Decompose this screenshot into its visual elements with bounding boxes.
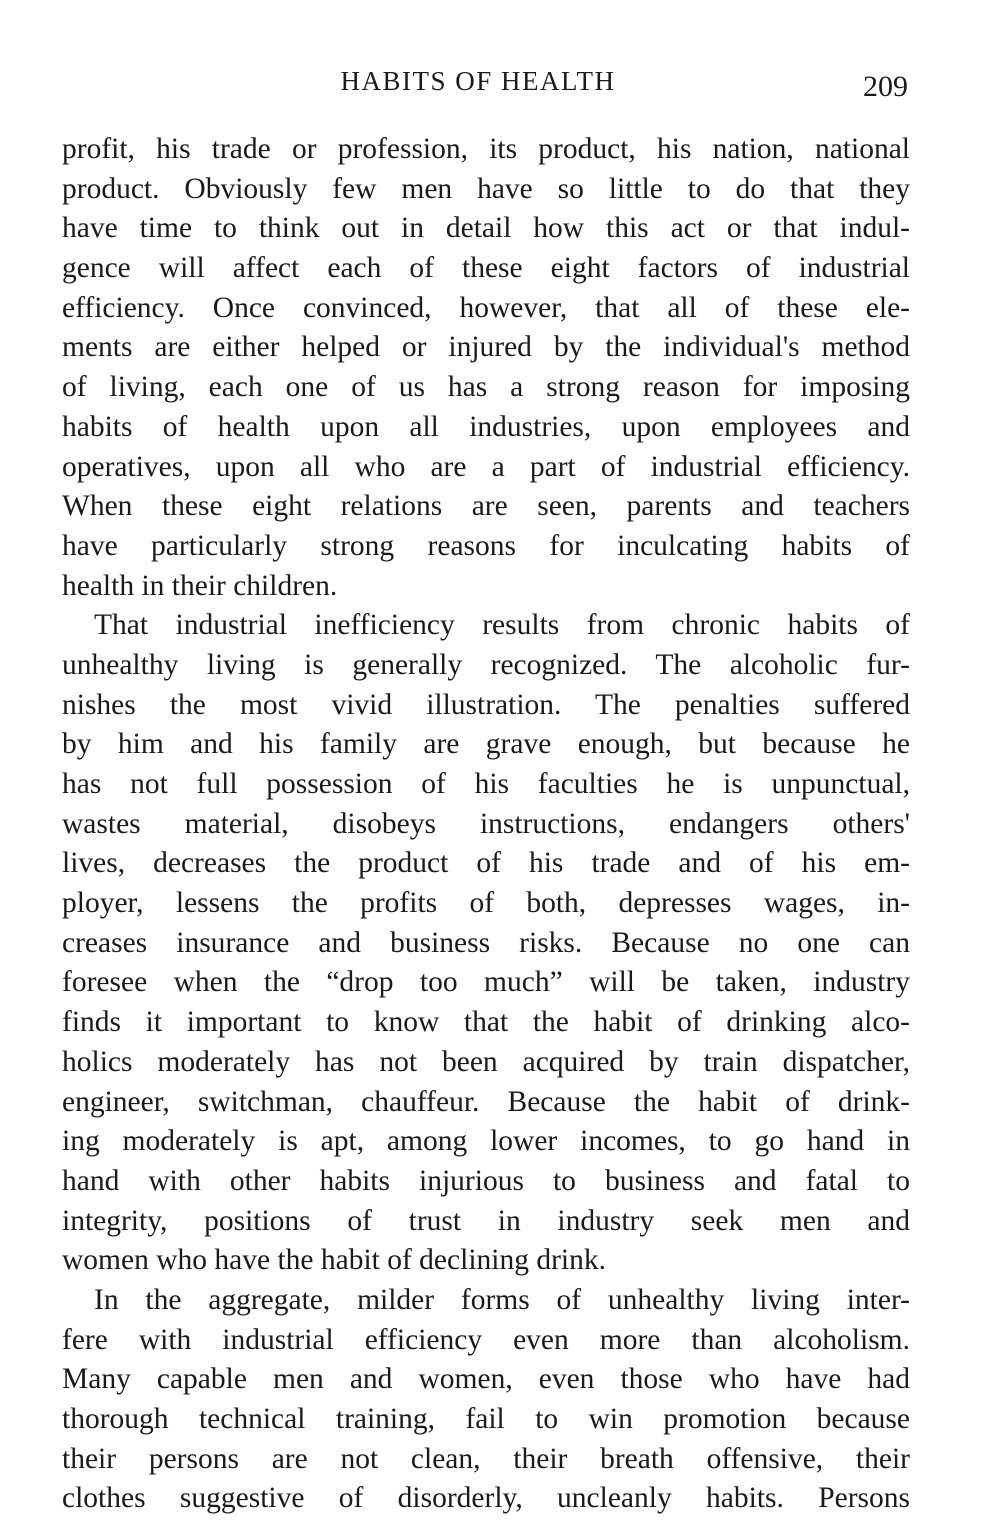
- text-line: habits of health upon all industries, upon employees and: [62, 410, 910, 443]
- text-line: gence will affect each of these eight factors of industrial: [62, 252, 910, 285]
- text-line: Many capable men and women, even those who have had: [62, 1363, 910, 1396]
- text-line: fere with industrial efficiency even more than alcoholism.: [62, 1323, 910, 1356]
- text-line: lives, decreases the product of his trade and of his em-: [62, 847, 910, 880]
- text-line: have time to think out in detail how this act or that indul-: [62, 212, 910, 245]
- running-head: [0, 64, 1000, 104]
- text-line: ployer, lessens the profits of both, depresses wages, in-: [62, 887, 910, 920]
- text-line: ing moderately is apt, among lower incomes, to go hand in: [62, 1125, 910, 1158]
- body-text: [62, 130, 910, 1519]
- text-line: hand with other habits injurious to business and fatal to: [62, 1164, 910, 1197]
- text-line: women who have the habit of declining drink.: [62, 1244, 606, 1277]
- text-line: have particularly strong reasons for inculcating habits of: [62, 529, 910, 562]
- text-line: When these eight relations are seen, parents and teachers: [62, 490, 910, 523]
- text-line: integrity, positions of trust in industry seek men and: [62, 1204, 910, 1237]
- page-number: 209: [863, 70, 908, 103]
- text-line: profit, his trade or profession, its product, his nation, national: [62, 133, 910, 165]
- text-line: finds it important to know that the habit of drinking alco-: [62, 1006, 910, 1039]
- text-line: clothes suggestive of disorderly, uncleanly habits. Persons: [62, 1482, 910, 1515]
- text-line: That industrial inefficiency results from chronic habits of: [94, 609, 910, 642]
- text-line: ments are either helped or injured by the individual's method: [62, 331, 910, 364]
- text-line: their persons are not clean, their breath offensive, their: [62, 1442, 910, 1475]
- text-line: thorough technical training, fail to win promotion because: [62, 1403, 910, 1435]
- text-line: In the aggregate, milder forms of unhealthy living inter-: [94, 1283, 910, 1316]
- text-line: creases insurance and business risks. Because no one can: [62, 926, 910, 959]
- text-line: nishes the most vivid illustration. The penalties suffered: [62, 688, 910, 721]
- text-line: health in their children.: [62, 569, 338, 602]
- text-line: of living, each one of us has a strong reason for imposing: [62, 371, 910, 404]
- text-line: efficiency. Once convinced, however, that all of these ele-: [62, 291, 910, 324]
- text-line: operatives, upon all who are a part of industrial efficiency.: [62, 450, 910, 483]
- text-line: foresee when the “drop too much” will be taken, industry: [62, 966, 910, 999]
- text-line: wastes material, disobeys instructions, endangers others': [62, 807, 910, 840]
- running-head-title: HABITS OF HEALTH: [340, 66, 616, 96]
- text-line: engineer, switchman, chauffeur. Because the habit of drink-: [62, 1085, 910, 1118]
- text-line: has not full possession of his faculties he is unpunctual,: [62, 768, 910, 800]
- text-line: by him and his family are grave enough, but because he: [62, 728, 910, 761]
- text-line: unhealthy living is generally recognized. The alcoholic fur-: [62, 648, 910, 681]
- text-line: product. Obviously few men have so little to do that they: [62, 172, 910, 205]
- text-line: holics moderately has not been acquired by train dispatcher,: [62, 1045, 910, 1078]
